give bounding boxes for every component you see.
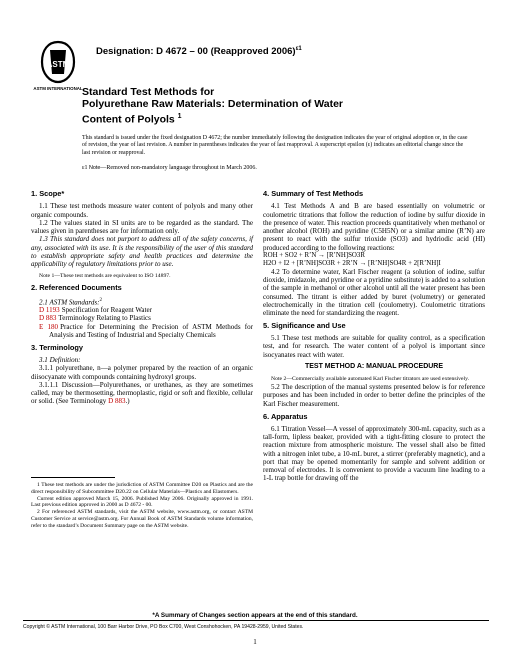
right-column xyxy=(263,190,485,483)
para-1-3: 1.3 This standard does not purport to address all of the safety concerns, if any, associated with its use. It is the responsibility of the user of this standard to establish appropriate safety and health practices and determine the applicability of regulatory limitations prior to use. xyxy=(31,235,253,268)
para-6-1: 6.1 Titration Vessel—A vessel of approximately 300-mL capacity, such as a tall-form, lipless beaker, provided with a tight-fitting closure to protect the reaction mixture from atmospheric moisture. The vessel shall also be fitted with a nitrogen inlet tube, a 10-mL buret, a stirrer (preferably magnetic), and a port that may be opened momentarily for sample and solvent addition or removal of electrodes. It is convenient to provide a vacuum line leading to a 1-L trap bottle for drawing off the xyxy=(263,424,485,483)
footer-rule xyxy=(23,620,489,621)
para-5-2: 5.2 The description of the manual systems presented below is for reference purposes and has been included in order to better define the principles of the Karl Fischer measurement. xyxy=(263,383,485,408)
title-line3: Content of Polyols $^1$ xyxy=(82,112,182,126)
summary-of-changes-note: *A Summary of Changes section appears at the end of this standard. xyxy=(152,612,358,619)
para-4-2: 4.2 To determine water, Karl Fischer reagent (a solution of iodine, sulfur dioxide, imidazole, and pyridine or a pyridine substitute) is added to a solution of the sample in methanol or other alcohol until all the water present has been consumed. The titrant is either added by buret (volumetry) or generated electrochemically in the titration cell (coulometry). Coulometric titrations eliminate the need for standardizing the reagent. xyxy=(263,267,485,317)
para-4-1: 4.1 Test Methods A and B are based essentially on volumetric or coulometric titrations that follow the reduction of iodine by sulfur dioxide in the presence of water. This reaction proceeds quantitatively when methanol or another alcohol (ROH) and pyridine (C5H5N) or a similar amine (R’N) are present to react with the sulfur trioxide (SO3) and hydriodic acid (HI) produced according to the following reactions: xyxy=(263,202,485,252)
para-3-1-1: 3.1.1 polyurethane, n—a polymer prepared by the reaction of an organic diisocyanate with compounds containing hydroxyl groups. xyxy=(31,364,253,381)
footnote-1: 1 These test methods are under the jurisdiction of ASTM Committee D20 on Plastics and are the direct responsibility of Subcommittee D20.22 on Cellular Materials—Plastics and Elastomers. xyxy=(31,482,253,495)
reference-list xyxy=(31,306,253,339)
footnote-rule xyxy=(31,477,115,478)
title-line1: Standard Test Methods for xyxy=(82,86,215,98)
para-1-2: 1.2 The values stated in SI units are to be regarded as the standard. The values given in parentheses are for information only. xyxy=(31,218,253,235)
reference-item[interactable]: D 883 Terminology Relating to Plastics xyxy=(39,314,151,323)
section-2-heading: 2. Referenced Documents xyxy=(31,283,122,293)
page-number: 1 xyxy=(253,638,257,646)
footnote-1-approval: Current edition approved March 15, 2006. Published May 2006. Originally approved in 1991. Last previous edition approved in 2000 as D 4672 - 00. xyxy=(31,495,253,509)
epsilon-note: ε1 Note—Removed non-mandatory language throughout in March 2006. xyxy=(82,165,257,171)
left-column xyxy=(31,190,253,406)
method-a-heading: TEST METHOD A: MANUAL PROCEDURE xyxy=(304,363,444,371)
footnotes xyxy=(31,482,253,530)
section-6-heading: 6. Apparatus xyxy=(263,411,308,421)
svg-text:ASTM: ASTM xyxy=(46,60,70,69)
copyright-line: Copyright © ASTM International, 100 Barr Harbor Drive, PO Box C700, West Conshohocken, PA 19428-2959, United States. xyxy=(23,624,304,630)
document-title xyxy=(82,86,412,126)
note-1: Note 1—These test methods are equivalent to ISO 14897. xyxy=(39,272,171,279)
para-2-1: 2.1 ASTM Standards:$^2$ xyxy=(39,297,102,306)
section-1-heading: 1. Scope* xyxy=(31,189,65,198)
terminology-link[interactable]: D 883 xyxy=(108,397,126,406)
reaction-equation-2: H2O + I2 + [R’NH]SO3R + 2R’N → [R’NH]SO4R + 2[R’NH]I xyxy=(263,259,441,267)
svg-text:ASTM INTERNATIONAL: ASTM INTERNATIONAL xyxy=(33,86,83,91)
reference-item[interactable]: E 180 Practice for Determining the Precision of ASTM Methods for Analysis and Testing of Industrial and Specialty Chemicals xyxy=(39,322,253,339)
title-line2: Polyurethane Raw Materials: Determination of Water xyxy=(82,98,343,111)
para-5-1: 5.1 These test methods are suitable for quality control, as a specification test, and for research. The water content of a polyol is important since isocyanates react with water. xyxy=(263,334,485,359)
footnote-2: 2 For referenced ASTM standards, visit the ASTM website, www.astm.org, or contact ASTM Customer Service at service@astm.org. For Annual Book of ASTM Standards volume information, refer to the standard’s Document Summary page on the ASTM website. xyxy=(31,509,253,529)
note-2: Note 2—Commercially available automated Karl Fischer titrators are used extensively. xyxy=(271,376,469,383)
section-4-heading: 4. Summary of Test Methods xyxy=(263,189,364,198)
reference-item[interactable]: D 1193 Specification for Reagent Water xyxy=(39,306,152,315)
designation: Designation: D 4672 – 00 (Reapproved 2006)$^{\varepsilon 1}$ xyxy=(96,46,302,58)
para-3-1: 3.1 Definition: xyxy=(39,356,81,365)
reaction-equation-1: ROH + SO2 + R’N → [R’NH]SO3R xyxy=(263,251,365,259)
section-3-heading: 3. Terminology xyxy=(31,342,84,352)
para-3-1-1-1: 3.1.1.1 Discussion—Polyurethanes, or urethanes, as they are sometimes called, may be thermosetting, thermoplastic, rigid or soft and flexible, cellular or solid. (See Terminology D 883.) xyxy=(31,380,253,406)
astm-logo xyxy=(33,40,83,92)
para-1-1: 1.1 These test methods measure water content of polyols and many other organic compounds. xyxy=(31,202,253,219)
section-5-heading: 5. Significance and Use xyxy=(263,320,346,330)
issuance-statement: This standard is issued under the fixed designation D 4672; the number immediately following the designation indicates the year of original adoption or, in the case of revision, the year of last revision. A number in parentheses indicates the year of last reapproval. A superscript epsilon (ε) indicates an editorial change since the last revision or reapproval. xyxy=(82,135,468,156)
